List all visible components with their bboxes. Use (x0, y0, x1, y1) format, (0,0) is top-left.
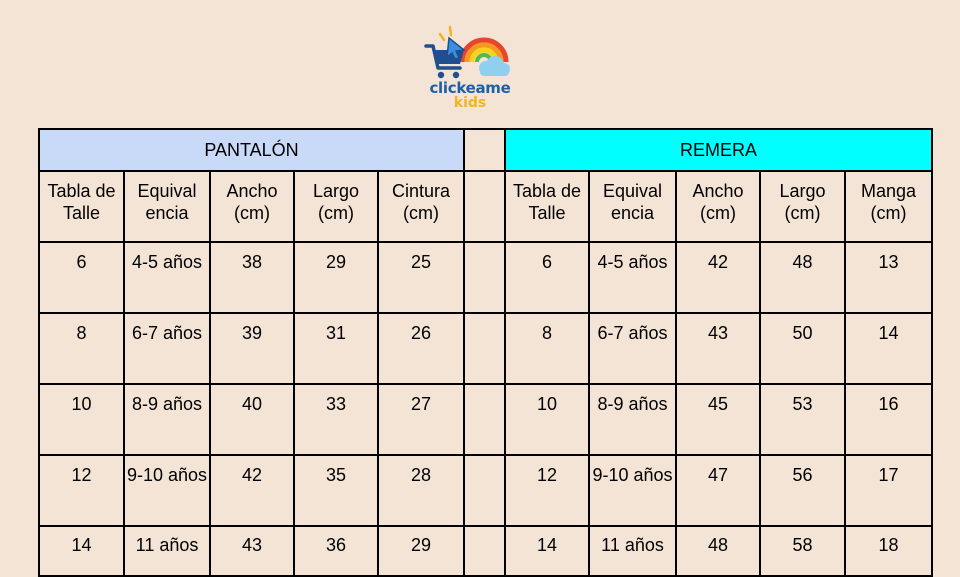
table-row (39, 384, 932, 455)
remera-cell: 53 (760, 384, 845, 455)
remera-cell: 6 (505, 242, 589, 313)
remera-cell: 17 (845, 455, 932, 526)
remera-header: Ancho (cm) (676, 171, 760, 242)
column-gap (464, 129, 505, 171)
remera-cell: 50 (760, 313, 845, 384)
pantalon-cell: 6 (39, 242, 124, 313)
remera-cell: 14 (505, 526, 589, 576)
column-gap (464, 455, 505, 526)
remera-cell: 48 (760, 242, 845, 313)
remera-cell: 43 (676, 313, 760, 384)
brand-logo (424, 24, 516, 114)
column-gap (464, 384, 505, 455)
pantalon-cell: 36 (294, 526, 378, 576)
remera-cell: 4-5 años (589, 242, 676, 313)
table-row (39, 313, 932, 384)
brand-name: clickeame (429, 79, 511, 97)
remera-cell: 8-9 años (589, 384, 676, 455)
pantalon-title: PANTALÓN (39, 129, 464, 171)
remera-cell: 47 (676, 455, 760, 526)
remera-cell: 16 (845, 384, 932, 455)
pantalon-cell: 26 (378, 313, 464, 384)
pantalon-header: Largo (cm) (294, 171, 378, 242)
pantalon-header: Ancho (cm) (210, 171, 294, 242)
pantalon-cell: 42 (210, 455, 294, 526)
pantalon-cell: 25 (378, 242, 464, 313)
group-header-row (39, 129, 932, 171)
pantalon-cell: 29 (294, 242, 378, 313)
brand-sub: kids (453, 95, 487, 111)
pantalon-header: Tabla de Talle (39, 171, 124, 242)
remera-cell: 14 (845, 313, 932, 384)
pantalon-cell: 6-7 años (124, 313, 210, 384)
remera-header: Tabla de Talle (505, 171, 589, 242)
pantalon-cell: 38 (210, 242, 294, 313)
remera-header: Largo (cm) (760, 171, 845, 242)
pantalon-cell: 8 (39, 313, 124, 384)
remera-cell: 6-7 años (589, 313, 676, 384)
pantalon-cell: 29 (378, 526, 464, 576)
pantalon-cell: 8-9 años (124, 384, 210, 455)
remera-cell: 13 (845, 242, 932, 313)
table-row (39, 526, 932, 576)
remera-cell: 45 (676, 384, 760, 455)
remera-cell: 10 (505, 384, 589, 455)
pantalon-header: Equival encia (124, 171, 210, 242)
column-gap (464, 242, 505, 313)
pantalon-cell: 28 (378, 455, 464, 526)
remera-cell: 48 (676, 526, 760, 576)
pantalon-cell: 35 (294, 455, 378, 526)
remera-cell: 11 años (589, 526, 676, 576)
remera-cell: 56 (760, 455, 845, 526)
remera-cell: 12 (505, 455, 589, 526)
pantalon-cell: 12 (39, 455, 124, 526)
remera-cell: 9-10 años (589, 455, 676, 526)
remera-cell: 58 (760, 526, 845, 576)
remera-cell: 42 (676, 242, 760, 313)
table-row (39, 242, 932, 313)
cart-rainbow-icon (424, 24, 516, 84)
pantalon-cell: 9-10 años (124, 455, 210, 526)
pantalon-cell: 14 (39, 526, 124, 576)
pantalon-header: Cintura (cm) (378, 171, 464, 242)
pantalon-cell: 11 años (124, 526, 210, 576)
remera-title: REMERA (505, 129, 932, 171)
column-gap (464, 313, 505, 384)
column-header-row (39, 171, 932, 242)
column-gap (464, 526, 505, 576)
pantalon-cell: 40 (210, 384, 294, 455)
pantalon-cell: 4-5 años (124, 242, 210, 313)
pantalon-cell: 43 (210, 526, 294, 576)
pantalon-cell: 39 (210, 313, 294, 384)
remera-cell: 18 (845, 526, 932, 576)
column-gap (464, 171, 505, 242)
remera-header: Equival encia (589, 171, 676, 242)
pantalon-cell: 31 (294, 313, 378, 384)
pantalon-cell: 10 (39, 384, 124, 455)
remera-cell: 8 (505, 313, 589, 384)
pantalon-cell: 27 (378, 384, 464, 455)
pantalon-cell: 33 (294, 384, 378, 455)
size-chart-table (38, 128, 933, 577)
remera-header: Manga (cm) (845, 171, 932, 242)
table-row (39, 455, 932, 526)
